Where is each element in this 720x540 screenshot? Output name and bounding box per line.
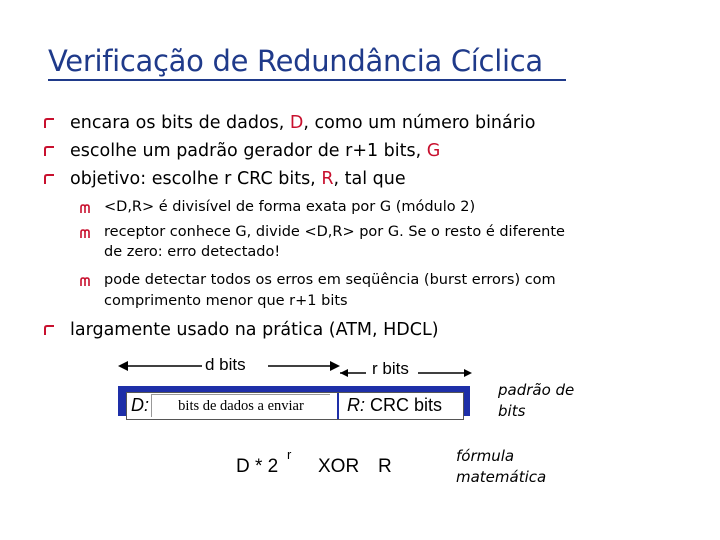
bullet-marker-icon (44, 325, 56, 336)
pattern-note (498, 380, 574, 422)
variable-d: D (289, 113, 304, 133)
formula-note-line2: matemática (456, 468, 547, 486)
sub-bullet-continuation: de zero: erro detectado! (104, 244, 281, 260)
field-divider (337, 393, 339, 419)
bullet-marker-icon (44, 174, 56, 185)
sub-bullet-marker-icon (80, 203, 91, 214)
bullet-text: escolhe um padrão gerador de r+1 bits, (70, 141, 427, 161)
sub-bullet-marker-icon (80, 228, 91, 239)
d-field-label: D: (131, 395, 149, 415)
bullet-text: largamente usado na prática (ATM, HDCL) (70, 320, 439, 340)
formula-note-line1: fórmula (456, 447, 515, 465)
page-title: Verificação de Redundância Cíclica (48, 44, 543, 78)
bullet-text-rest: , tal que (333, 169, 406, 189)
formula-right: R (378, 456, 392, 477)
sub-bullet-text: receptor conhece G, divide <D,R> por G. Se o resto é diferente (104, 224, 565, 240)
variable-r: R (321, 169, 334, 189)
bullet-marker-icon (44, 118, 56, 129)
sub-bullet-text: pode detectar todos os erros em seqüência (burst errors) com (104, 272, 556, 288)
bullet-text-rest: , como um número binário (303, 113, 536, 133)
bullet-text: objetivo: escolhe r CRC bits, (70, 169, 322, 189)
pattern-note-line2: bits (498, 402, 526, 420)
d-bits-label: d bits (205, 355, 246, 374)
pattern-note-line1: padrão de (498, 381, 575, 399)
title-underline (48, 79, 566, 81)
r-field-label: R: (347, 395, 365, 415)
sub-bullet-marker-icon (80, 276, 91, 287)
crc-field-label: CRC bits (370, 395, 443, 415)
frame-box (126, 392, 464, 420)
r-bits-label: r bits (372, 359, 409, 378)
bit-span-arrows (118, 354, 478, 382)
bullet-text: encara os bits de dados, (70, 113, 290, 133)
data-field: bits de dados a enviar (151, 394, 330, 417)
sub-bullet-continuation: comprimento menor que r+1 bits (104, 293, 348, 309)
variable-g: G (426, 141, 441, 161)
formula-left: D * 2 (236, 456, 279, 477)
crc-field (347, 395, 442, 416)
formula-operator: XOR (318, 456, 360, 477)
sub-bullet-text: <D,R> é divisível de forma exata por G (módulo 2) (104, 199, 476, 215)
formula-note (456, 446, 546, 488)
formula-exponent: r (287, 447, 292, 462)
bullet-marker-icon (44, 146, 56, 157)
